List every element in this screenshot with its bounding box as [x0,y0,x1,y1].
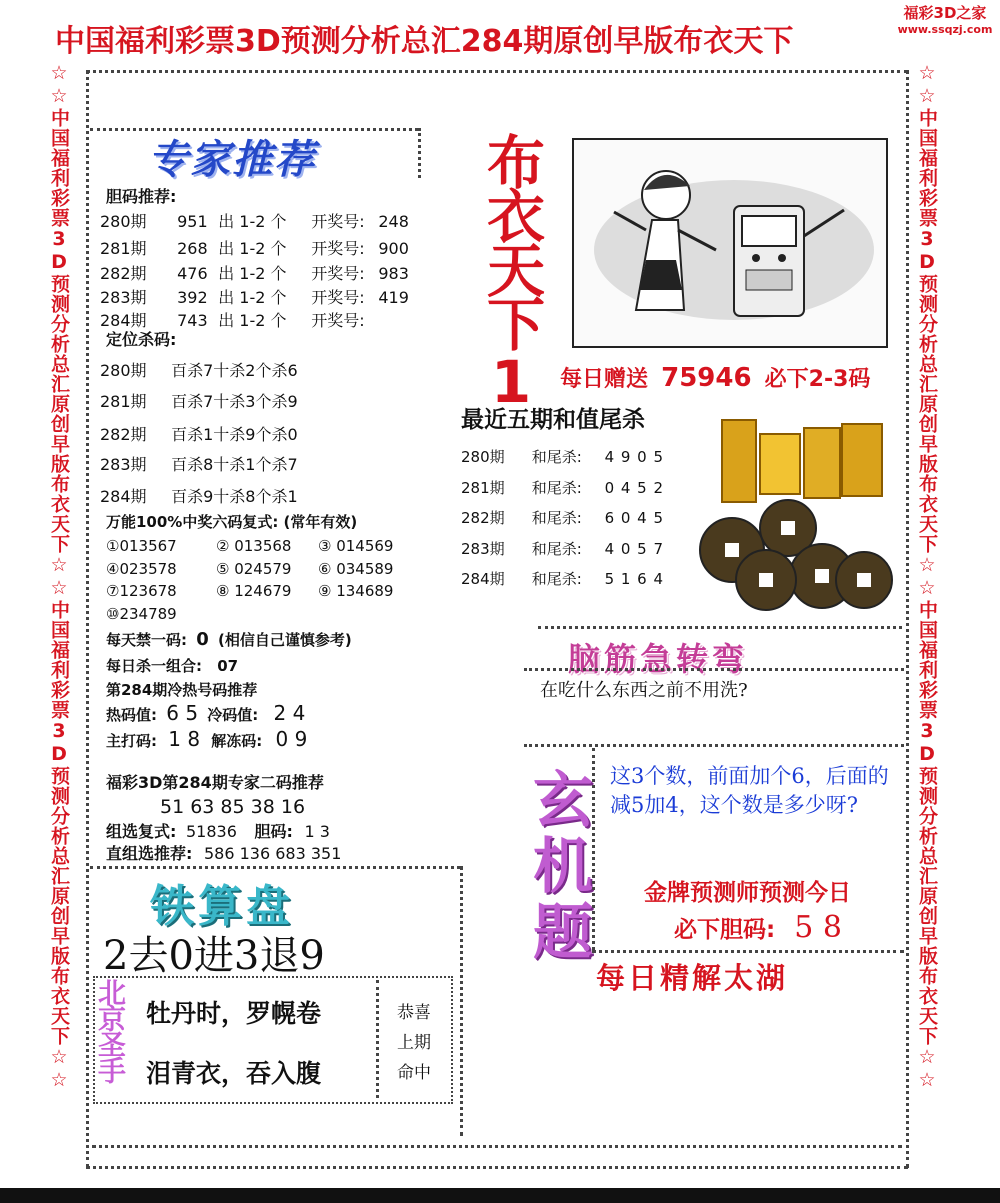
sum-value: 5 1 6 4 [604,570,665,588]
sum-period: 281期 [461,478,505,497]
cold-value: 2 4 [273,701,306,725]
dan-nums: 743 [177,311,208,330]
beijing-side-1: 恭喜 [397,1003,431,1023]
group-line [106,819,330,842]
sum-period: 284期 [461,570,505,588]
gold-coins-svg [692,400,902,616]
site-badge-name: 福彩3D之家 [903,4,987,22]
dan-row [100,209,409,232]
expert-title: 专家推荐 [148,137,316,183]
thaw-label: 解冻码: [211,732,263,750]
six-code-title: 万能100%中奖六码复式: (常年有效) [106,513,358,531]
six-code-row [106,560,418,578]
must-label: 必下胆码: [674,917,776,943]
mystery-box-left [592,748,595,950]
two-dan-label: 胆码: [254,822,293,841]
gold-title: 金牌预测师预测今日 [644,880,851,906]
dan-nums: 951 [177,212,208,231]
mystery-box-bottom [592,950,904,953]
brain-divider [524,668,904,671]
dan-tip: 出 1-2 个 [218,239,287,258]
dan-result: 983 [378,264,409,283]
sum-period: 280期 [461,448,505,466]
hot-value: 6 5 [166,701,199,725]
sum-row [461,477,664,498]
dan-result-label: 开奖号: [311,311,365,330]
abacus-box-top [90,866,460,869]
six-code-cell: ④023578 [106,559,177,578]
kill-label: 每日杀一组合: [106,657,202,675]
dan-tip: 出 1-2 个 [218,264,287,283]
site-badge-url: www.ssqzj.com [897,23,993,36]
sum-value: 0 4 5 2 [604,478,665,497]
brain-title: 脑筋急转弯 [568,640,749,678]
sum-period: 282期 [461,509,505,527]
two-code-title: 福彩3D第284期专家二码推荐 [106,773,324,792]
pos-row [100,452,298,475]
daily-gift [560,362,870,393]
mystery-vertical: 玄机题 [523,768,593,966]
inner-line-2 [418,128,421,178]
ban-label: 每天禁一码: [106,631,187,649]
pos-period: 283期 [100,455,147,474]
right-side-banner: ☆☆中国福利彩票3D预测分析总汇原创早版布衣天下☆☆中国福利彩票3D预测分析总汇原创早版布衣天下☆☆ [916,62,938,1092]
direct-label: 直组选推荐: [106,844,193,863]
inner-line-3 [92,1145,902,1148]
six-code-cell: ② 013568 [216,537,292,555]
hotcold-title: 第284期冷热号码推荐 [106,681,258,699]
two-code-section [106,770,456,870]
dan-nums: 268 [177,239,208,258]
six-code-row [106,582,418,600]
six-code-cell: ⑨ 134689 [318,582,394,600]
two-dan-value: 1 3 [304,822,330,841]
six-code-row [106,605,418,623]
sum-label: 和尾杀: [531,570,582,588]
pos-text: 百杀7十杀2个杀6 [171,361,298,380]
ban-line [106,629,352,650]
pos-row [100,422,298,445]
sum-row [461,446,664,467]
daily-gift-prefix: 每日赠送 [560,367,649,392]
six-code-cell: ⑧ 124679 [216,582,292,600]
dan-section [100,184,450,334]
mystery-divider [524,744,904,747]
pos-text: 百杀8十杀1个杀7 [171,455,298,474]
six-code-cell: ⑤ 024579 [216,559,292,578]
dan-period: 281期 [100,239,147,258]
hot-label: 热码值: [106,706,157,724]
must-line [674,910,842,945]
pos-row [100,358,298,381]
pos-row [100,389,298,412]
dan-row [100,236,409,259]
dan-result-label: 开奖号: [311,212,365,231]
sum-row [461,507,664,528]
dan-period: 280期 [100,212,147,231]
sum-value: 4 0 5 7 [604,539,665,558]
dan-period: 283期 [100,288,147,307]
page-title: 中国福利彩票3D预测分析总汇284期原创早版布衣天下 [55,24,794,59]
dan-row [100,261,409,284]
frame-left [86,70,89,1168]
six-code-cell: ③ 014569 [318,537,394,555]
dan-result-label: 开奖号: [311,239,365,258]
main-label: 主打码: [106,732,157,750]
dan-result: 248 [378,212,409,231]
direct-value: 586 136 683 351 [203,844,342,863]
direct-line [106,841,341,864]
dan-nums: 476 [177,264,208,283]
cartoon-image [572,138,888,348]
beijing-line-2: 泪青衣，吞入腹 [146,1059,322,1088]
group-label: 组选复式: [106,822,177,841]
main-value: 1 8 [168,727,201,751]
sum-tail-section [461,446,691,596]
dan-result: 900 [378,239,409,258]
brand-vertical: 布衣天下1 [477,132,545,412]
sum-row [461,568,664,589]
beijing-vertical: 北京圣手 [94,978,127,1082]
kill-value: 07 [217,657,239,675]
daily-gift-suffix: 必下2-3码 [764,367,871,392]
pos-text: 百杀7十杀3个杀9 [171,392,298,411]
hotcold-line [106,701,305,725]
frame-bottom [86,1166,908,1169]
sum-label: 和尾杀: [531,448,582,466]
ban-note: (相信自己谨慎参考) [218,631,352,649]
six-code-cell: ⑦123678 [106,582,177,600]
dan-tip: 出 1-2 个 [218,288,287,307]
sum-tail-title: 最近五期和值尾杀 [461,407,645,433]
must-value: 5 8 [794,910,843,945]
two-code-pairs: 51 63 85 38 16 [160,796,306,818]
dan-title: 胆码推荐: [106,187,177,206]
frame-right [906,70,909,1168]
six-code-row [106,537,418,555]
beijing-side-3: 命中 [397,1063,431,1083]
beijing-side-2: 上期 [397,1033,431,1053]
pos-period: 282期 [100,425,147,444]
left-side-banner: ☆☆中国福利彩票3D预测分析总汇原创早版布衣天下☆☆中国福利彩票3D预测分析总汇原创早版布衣天下☆☆ [48,62,70,1092]
daily-solution: 每日精解太湖 [596,961,789,995]
sum-label: 和尾杀: [531,478,582,497]
sum-row [461,538,664,559]
dan-result: 419 [378,288,409,307]
dan-tip: 出 1-2 个 [218,311,287,330]
pos-period: 284期 [100,487,147,506]
gold-coins-image [692,400,902,616]
six-code-cell: ⑥ 034589 [318,559,394,578]
cartoon-svg [574,140,886,346]
pos-row [100,484,298,507]
sum-value: 6 0 4 5 [604,509,665,527]
main-line [106,727,307,751]
divider-gold [538,626,902,629]
ban-value: 0 [196,629,209,650]
beijing-line-1: 牡丹时，罗幌卷 [146,999,322,1028]
frame-top [86,70,908,73]
kill-line [106,655,238,676]
six-code-cell: ①013567 [106,537,177,555]
pos-section [100,356,430,506]
abacus-title: 铁算盘 [150,881,294,932]
dan-result-label: 开奖号: [311,264,365,283]
pos-title: 定位杀码: [106,330,177,349]
sum-label: 和尾杀: [531,539,582,558]
dan-period: 282期 [100,264,147,283]
beijing-side [386,998,442,1088]
site-badge[interactable] [892,2,998,36]
group-value: 51836 [185,822,237,841]
mystery-text: 这3个数，前面加个6，后面的减5加4，这个数是多少呀? [610,764,889,817]
six-code-cell: ⑩234789 [106,604,177,623]
dan-result-label: 开奖号: [311,288,365,307]
sum-label: 和尾杀: [531,509,582,527]
bottom-border [0,1188,1000,1203]
abacus-box-right [460,866,463,1136]
thaw-value: 0 9 [275,727,308,751]
pos-period: 281期 [100,392,147,411]
pos-text: 百杀1十杀9个杀0 [171,425,298,444]
daily-gift-number: 75946 [661,363,752,393]
dan-row [100,285,409,308]
pos-period: 280期 [100,361,147,380]
brain-question: 在吃什么东西之前不用洗? [540,680,748,701]
sum-value: 4 9 0 5 [604,448,665,466]
six-code-section [106,511,446,761]
pos-text: 百杀9十杀8个杀1 [171,487,298,506]
cold-label: 冷码值: [207,706,259,724]
beijing-divider [376,980,379,1098]
abacus-line: 2去0进3退9 [103,933,325,979]
sum-period: 283期 [461,539,505,558]
dan-tip: 出 1-2 个 [218,212,287,231]
dan-nums: 392 [177,288,208,307]
dan-period: 284期 [100,311,147,330]
